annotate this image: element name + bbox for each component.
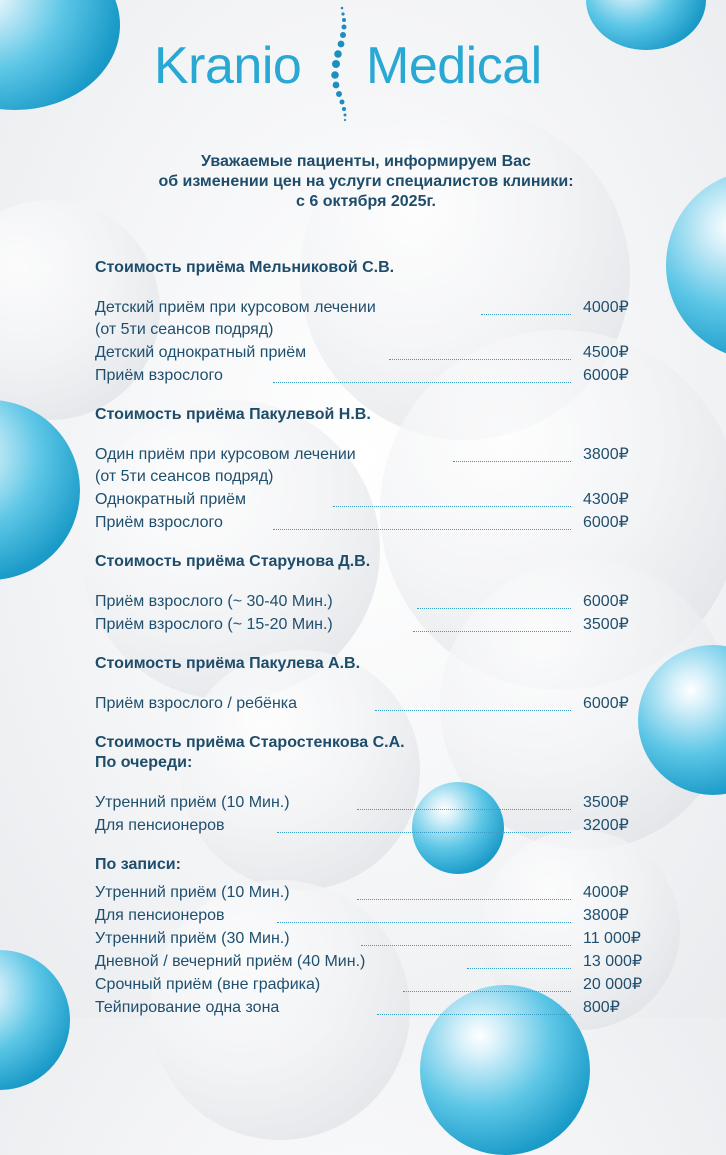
decor-sphere bbox=[0, 400, 80, 580]
decor-sphere bbox=[0, 0, 120, 110]
service-price: 6000₽ bbox=[583, 593, 629, 610]
price-row bbox=[95, 590, 675, 613]
service-name: Приём взрослого bbox=[95, 514, 223, 531]
price-list bbox=[95, 258, 675, 1019]
service-name: Для пенсионеров bbox=[95, 817, 225, 834]
price-section bbox=[95, 855, 675, 1019]
service-name: Срочный приём (вне графика) bbox=[95, 976, 321, 993]
price-section bbox=[95, 552, 675, 636]
price-row bbox=[95, 904, 675, 927]
service-price: 6000₽ bbox=[583, 514, 629, 531]
service-name: Утренний приём (10 Мин.) bbox=[95, 794, 290, 811]
service-price: 4000₽ bbox=[583, 884, 629, 901]
service-name: Утренний приём (30 Мин.) bbox=[95, 930, 290, 947]
service-note: (от 5ти сеансов подряд) bbox=[95, 468, 274, 485]
service-name: Тейпирование одна зона bbox=[95, 999, 280, 1016]
service-price: 13 000₽ bbox=[583, 953, 643, 970]
decor-sphere bbox=[586, 0, 706, 50]
service-name: Приём взрослого (~ 15-20 Мин.) bbox=[95, 616, 333, 633]
section-title: Стоимость приёма Пакулевой Н.В. bbox=[95, 406, 371, 423]
service-price: 3800₽ bbox=[583, 446, 629, 463]
price-row bbox=[95, 996, 675, 1019]
price-row bbox=[95, 443, 675, 466]
price-row bbox=[95, 511, 675, 534]
service-name: Приём взрослого / ребёнка bbox=[95, 695, 298, 712]
price-row bbox=[95, 296, 675, 319]
price-section bbox=[95, 654, 675, 715]
service-price: 800₽ bbox=[583, 999, 620, 1016]
logo-word-left: Kranio bbox=[154, 37, 302, 95]
service-name: Дневной / вечерний приём (40 Мин.) bbox=[95, 953, 366, 970]
service-price: 3500₽ bbox=[583, 794, 629, 811]
spine-icon bbox=[322, 0, 362, 125]
announcement-line: с 6 октября 2025г. bbox=[296, 193, 436, 210]
service-price: 4000₽ bbox=[583, 299, 629, 316]
service-price: 6000₽ bbox=[583, 367, 629, 384]
announcement-line: об изменении цен на услуги специалистов клиники: bbox=[158, 173, 574, 190]
service-name: Приём взрослого (~ 30-40 Мин.) bbox=[95, 593, 333, 610]
section-title: Стоимость приёма Старунова Д.В. bbox=[95, 553, 371, 570]
service-price: 3500₽ bbox=[583, 616, 629, 633]
section-title: Стоимость приёма Мельниковой С.В. bbox=[95, 259, 395, 276]
service-name: Детский однократный приём bbox=[95, 344, 307, 361]
service-name: Детский приём при курсовом лечении bbox=[95, 299, 376, 316]
price-row bbox=[95, 613, 675, 636]
section-title: Стоимость приёма Пакулева А.В. bbox=[95, 655, 361, 672]
service-price: 6000₽ bbox=[583, 695, 629, 712]
price-row bbox=[95, 791, 675, 814]
service-price: 4300₽ bbox=[583, 491, 629, 508]
logo-word-right: Medical bbox=[366, 37, 542, 95]
price-row bbox=[95, 950, 675, 973]
decor-sphere bbox=[666, 170, 726, 360]
price-row bbox=[95, 973, 675, 996]
price-section bbox=[95, 405, 675, 534]
service-name: Однократный приём bbox=[95, 491, 247, 508]
section-title: По записи: bbox=[95, 856, 181, 873]
price-row bbox=[95, 341, 675, 364]
service-name: Утренний приём (10 Мин.) bbox=[95, 884, 290, 901]
service-note: (от 5ти сеансов подряд) bbox=[95, 321, 274, 338]
price-row bbox=[95, 881, 675, 904]
price-row bbox=[95, 364, 675, 387]
price-row bbox=[95, 692, 675, 715]
service-price: 3200₽ bbox=[583, 817, 629, 834]
service-price: 4500₽ bbox=[583, 344, 629, 361]
announcement bbox=[60, 152, 672, 212]
section-title: Стоимость приёма Старостенкова С.А. bbox=[95, 734, 405, 751]
price-section bbox=[95, 258, 675, 387]
clinic-logo bbox=[154, 30, 584, 125]
service-name: Для пенсионеров bbox=[95, 907, 225, 924]
price-section bbox=[95, 733, 675, 837]
service-price: 3800₽ bbox=[583, 907, 629, 924]
price-row bbox=[95, 927, 675, 950]
decor-sphere bbox=[0, 950, 70, 1090]
service-name: Один приём при курсовом лечении bbox=[95, 446, 356, 463]
service-price: 11 000₽ bbox=[583, 930, 641, 947]
section-subtitle: По очереди: bbox=[95, 754, 193, 771]
service-price: 20 000₽ bbox=[583, 976, 643, 993]
price-row bbox=[95, 488, 675, 511]
announcement-line: Уважаемые пациенты, информируем Вас bbox=[201, 153, 531, 170]
price-row bbox=[95, 814, 675, 837]
service-name: Приём взрослого bbox=[95, 367, 223, 384]
